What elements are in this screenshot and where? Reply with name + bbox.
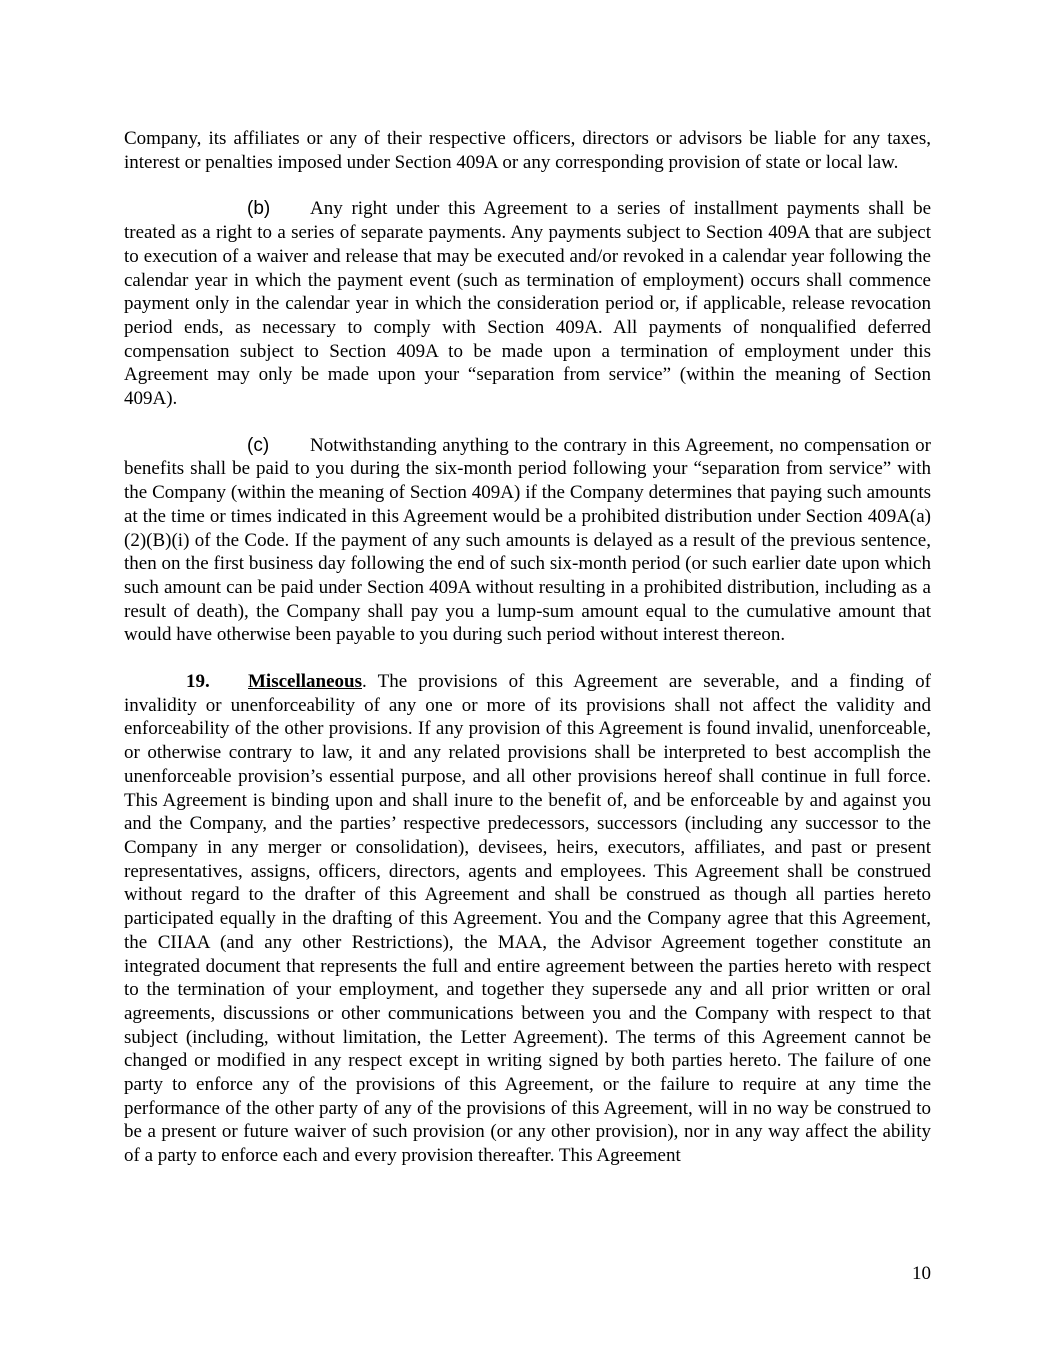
- subsection-b-label: (b): [247, 198, 271, 220]
- subsection-c-label: (c): [247, 434, 270, 456]
- subsection-b-text: Any right under this Agreement to a series of installment payments shall be treated as a right to a series of separate payments. Any payments subject to Section 409A that are subject to execution of a waiver and release that may be executed and/or revoked in a calendar year following the calendar year in which the payment event (such as termination of employment) occurs shall commence payment only in the calendar year in which the consideration period or, if applicable, release revocation period ends, as necessary to comply with Section 409A. All payments of nonqualified deferred compensation subject to Section 409A to be made upon a termination of employment under this Agreement may only be made upon your “separation from service” (within the meaning of Section 409A).: [124, 198, 931, 410]
- section-19-number: 19.: [186, 671, 210, 693]
- document-page: [124, 127, 931, 1168]
- section-19: [124, 670, 931, 1168]
- continuation-paragraph: Company, its affiliates or any of their respective officers, directors or advisors be liable for any taxes, interest or penalties imposed under Section 409A or any corresponding provision of state or local law.: [124, 128, 931, 173]
- subsection-c-text: Notwithstanding anything to the contrary in this Agreement, no compensation or benefits shall be paid to you during the six-month period following your “separation from service” with the Company (within the meaning of Section 409A) if the Company determines that paying such amounts at the time or times indicated in this Agreement would be a prohibited distribution under Section 409A(a)(2)(B)(i) of the Code. If the payment of any such amounts is delayed as a result of the previous sentence, then on the first business day following the end of such six-month period (or such earlier date upon which such amount can be paid under Section 409A without resulting in a prohibited distribution, including as a result of death), the Company shall pay you a lump-sum amount equal to the cumulative amount that would have otherwise been payable to you during such period without interest thereon.: [124, 434, 931, 646]
- subsection-b: [124, 197, 931, 410]
- page-number: 10: [912, 1263, 931, 1284]
- section-19-title-punct: .: [362, 671, 367, 693]
- section-19-title: Miscellaneous: [248, 671, 362, 693]
- section-19-text: The provisions of this Agreement are severable, and a finding of invalidity or unenforceability of any one or more of its provisions shall not affect the validity and enforceability of the other provisions. If any provision of this Agreement is found invalid, unenforceable, or otherwise contrary to law, it and any related provisions shall be interpreted to best accomplish the unenforceable provision’s essential purpose, and all other provisions hereof shall continue in full force. This Agreement is binding upon and shall inure to the benefit of, and be enforceable by and against you and the Company, and the parties’ respective predecessors, successors (including any successor to the Company in any merger or consolidation), devisees, heirs, executors, affiliates, and past or present representatives, assigns, officers, directors, agents and employees. This Agreement shall be construed without regard to the drafter of this Agreement and shall be construed as though all parties hereto participated equally in the drafting of this Agreement. You and the Company agree that this Agreement, the CIIAA (and any other Restrictions), the MAA, the Advisor Agreement together constitute an integrated document that represents the full and entire agreement between the parties hereto with respect to the termination of your employment, and together they supersede any and all prior written or oral agreements, discussions or other communications between you and the Company with respect to that subject (including, without limitation, the Letter Agreement). The terms of this Agreement cannot be changed or modified in any respect except in writing signed by both parties hereto. The failure of one party to enforce any of the provisions of this Agreement, or the failure to require at any time the performance of the other party of any of the provisions of this Agreement, will in no way be construed to be a present or future waiver of such provision (or any other provision), nor in any way affect the ability of a party to enforce each and every provision thereafter. This Agreement: [124, 671, 931, 1167]
- subsection-c: [124, 434, 931, 647]
